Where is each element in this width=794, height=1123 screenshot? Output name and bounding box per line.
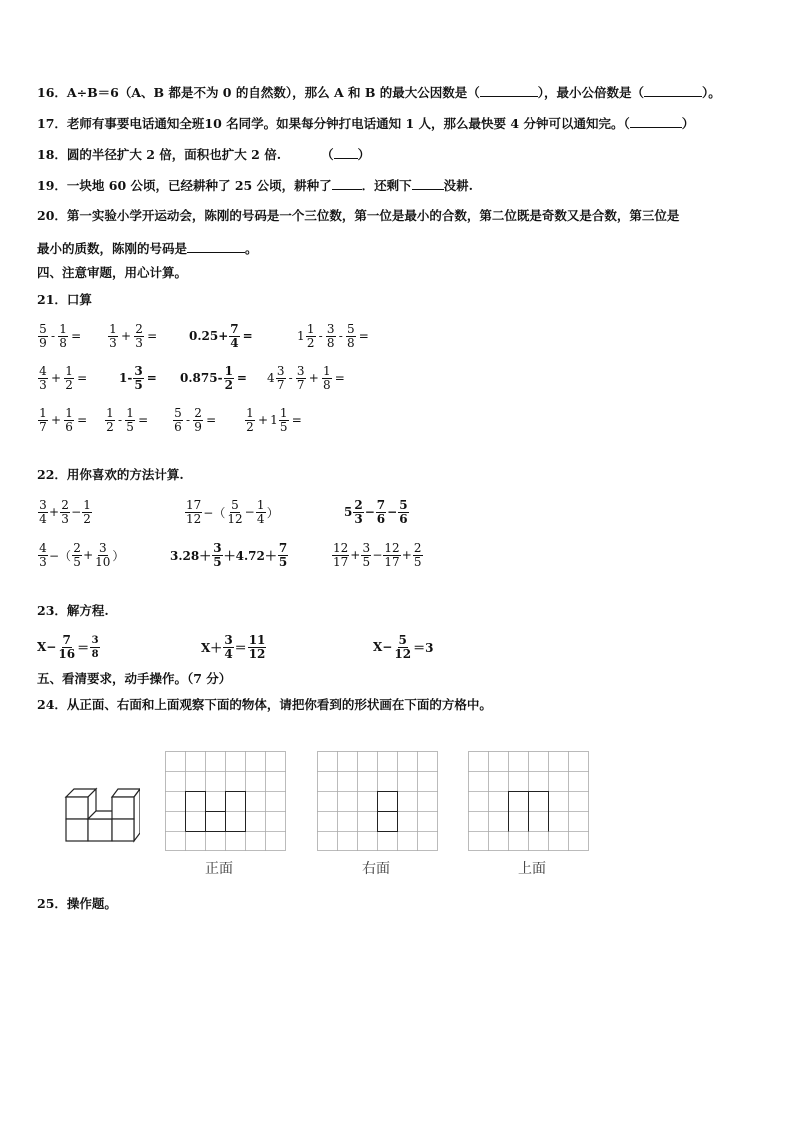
math-token: = [206,413,217,427]
section-5-heading: 五、看清要求，动手操作。（7 分） [37,671,232,686]
fraction-numerator: 1 [322,363,331,378]
fraction-denominator: 2 [306,335,315,350]
fraction-denominator: 2 [224,377,233,392]
fraction-denominator: 2 [106,419,114,434]
fraction-denominator: 5 [413,554,422,569]
question-22-title: 22．用你喜欢的方法计算. [37,467,184,482]
fraction-denominator: 7 [296,377,305,392]
question-20-line1: 20．第一实验小学开运动会，陈刚的号码是一个三位数，第一位是最小的合数，第二位既是奇数又是合数，第三位是 [37,208,680,223]
fraction-numerator: 2 [413,540,422,555]
fraction [276,365,286,392]
fraction-numerator: 3 [326,321,335,336]
answer-blank[interactable] [644,84,702,97]
fraction-numerator: 3 [362,540,371,555]
fraction-denominator: 5 [213,554,222,569]
fraction-numerator: 4 [39,540,47,555]
q21-expr [107,319,159,353]
fraction-numerator: 17 [186,497,202,512]
fraction-numerator: 1 [65,363,73,378]
fraction [353,499,363,526]
fraction [332,542,349,569]
fraction-numerator: 12 [384,540,400,555]
fraction-numerator: 1 [306,321,315,336]
fraction [58,323,68,350]
fraction-numerator: 3 [276,363,285,378]
question-19: 19．一块地 60 公顷，已经耕种了 25 公顷，耕种了 ．还剩下 没耕. [37,178,473,193]
fraction-denominator: 6 [399,511,408,526]
fraction-denominator: 5 [134,377,143,392]
math-token: - [51,329,56,343]
fraction-denominator: 17 [384,554,400,569]
grid-top-view[interactable] [468,751,589,851]
grid-front-view[interactable] [165,751,286,851]
fraction-denominator: 12 [394,646,412,661]
fraction-denominator: 8 [326,335,335,350]
fraction [94,542,111,569]
fraction [38,407,48,434]
question-25-title: 25．操作题。 [37,896,117,911]
math-token: = [138,413,149,427]
fraction-numerator: 5 [174,405,182,420]
fraction [256,499,266,526]
q21-expr [297,319,371,353]
fraction [212,542,222,569]
fraction [224,365,234,392]
grid-label-front: 正面 [205,861,233,877]
fraction-numerator: 2 [61,497,69,512]
fraction-denominator: 9 [39,335,47,350]
math-token: = [77,371,88,385]
fraction-denominator: 2 [83,511,91,526]
fraction-numerator: 1 [224,363,233,378]
q21-expr [244,403,304,437]
fraction-numerator: 5 [231,497,239,512]
fraction-denominator: 5 [73,554,81,569]
fraction [326,323,336,350]
fraction [248,634,267,661]
q21-expr [172,403,218,437]
math-token: + [350,548,361,562]
math-token: + [258,413,269,427]
fraction-denominator: 8 [91,648,99,660]
q21-expr [267,361,347,395]
math-token: + [49,505,60,519]
answer-blank[interactable] [334,146,358,159]
fraction [64,407,74,434]
fraction-denominator: 2 [246,419,254,434]
math-token: + [121,329,132,343]
math-token: − [387,505,398,519]
q22-expr [331,538,424,572]
fraction [133,365,143,392]
math-token: 1 [270,413,278,427]
fraction-denominator: 6 [65,419,73,434]
question-23-title: 23．解方程. [37,603,109,618]
fraction-numerator: 5 [399,497,408,512]
fraction [90,634,100,661]
fraction [193,407,203,434]
math-token: X− [373,640,393,654]
q22-expr [37,538,124,572]
fraction-denominator: 3 [39,554,47,569]
math-token: − [244,505,255,519]
fraction [173,407,183,434]
section-4-heading: 四、注意审题，用心计算。 [37,265,188,280]
math-token: −（ [49,548,72,563]
fraction-denominator: 17 [333,554,349,569]
fraction-numerator: 2 [135,321,143,336]
fraction-denominator: 8 [59,335,67,350]
fraction-numerator: 1 [246,405,254,420]
math-token: - [338,329,343,343]
grid-label-top: 上面 [518,861,546,877]
question-21-title: 21．口算 [37,292,92,307]
math-token: - [288,371,293,385]
answer-blank[interactable] [630,115,682,128]
answer-blank[interactable] [332,177,362,190]
answer-blank[interactable] [480,84,538,97]
fraction-denominator: 12 [227,511,243,526]
math-token: −（ [203,505,226,520]
fraction-numerator: 1 [39,405,47,420]
math-token: - [318,329,323,343]
math-token: 1- [119,371,133,385]
equation-2 [201,630,267,664]
fraction-numerator: 1 [109,321,117,336]
fraction [346,323,356,350]
math-token: ＝ [234,640,247,655]
fraction [278,542,288,569]
q22-expr [184,495,279,529]
fraction-numerator: 3 [39,497,47,512]
answer-blank[interactable] [187,240,245,253]
fraction-denominator: 3 [61,511,69,526]
fraction-denominator: 9 [194,419,202,434]
fraction-numerator: 5 [39,321,47,336]
fraction [245,407,255,434]
fraction [393,634,412,661]
fraction [125,407,135,434]
math-token: ＋4.72＋ [223,548,277,563]
question-16: 16．A÷B＝6（A、B 都是不为 0 的自然数），那么 A 和 B 的最大公因数是（ ），最小公倍数是（ ）。 [37,85,721,100]
fraction-numerator: 1 [279,405,288,420]
cube-object-figure [60,785,140,845]
fraction-denominator: 12 [186,511,202,526]
q22-expr [37,495,93,529]
fraction [64,365,74,392]
q21-expr [37,319,83,353]
math-token: ＝3 [413,640,434,655]
question-20-line2: 最小的质数，陈刚的号码是 。 [37,241,258,256]
fraction-numerator: 7 [376,497,386,512]
fraction [376,499,386,526]
fraction [38,542,48,569]
fraction-numerator: 11 [248,632,266,647]
fraction-numerator: 1 [83,497,91,512]
fraction [306,323,316,350]
grid-label-right: 右面 [362,861,390,877]
math-token: - [186,413,191,427]
fraction-numerator: 5 [398,632,407,647]
fraction [322,365,332,392]
fraction-denominator: 5 [126,419,134,434]
question-18: 18．圆的半径扩大 2 倍，面积也扩大 2 倍. （ ） [37,147,371,162]
fraction-numerator: 1 [65,405,73,420]
fraction-numerator: 3 [134,363,143,378]
math-token: ＝ [77,640,90,655]
fraction [38,323,48,350]
q22-expr [170,538,289,572]
fraction-numerator: 7 [62,632,71,647]
math-token: + [401,548,412,562]
fraction-numerator: 7 [230,321,239,336]
fraction-denominator: 3 [109,335,117,350]
fraction-denominator: 8 [346,335,355,350]
math-token: = [242,329,253,343]
math-token: − [372,548,383,562]
math-token: ） [112,548,125,563]
fraction-denominator: 12 [248,646,266,661]
fraction [38,365,48,392]
fraction [398,499,408,526]
fraction-numerator: 1 [256,497,265,512]
math-token: 4 [267,371,275,385]
fraction-denominator: 3 [39,377,47,392]
fraction-numerator: 3 [91,634,99,646]
math-token: - [118,413,123,427]
fraction [296,365,306,392]
fraction [57,634,76,661]
grid-right-view[interactable] [317,751,438,851]
math-token: − [364,505,375,519]
math-token: = [358,329,369,343]
math-token: X＋ [201,640,223,655]
math-token: 3.28＋ [170,548,212,563]
math-token: + [83,548,94,562]
fraction-numerator: 1 [126,405,134,420]
fraction [223,634,233,661]
math-token: = [77,413,88,427]
fraction-numerator: 3 [213,540,222,555]
fraction-denominator: 5 [362,554,371,569]
math-token: + [51,413,62,427]
fraction [413,542,423,569]
fraction-numerator: 5 [346,321,355,336]
fraction-numerator: 2 [194,405,202,420]
math-token: ） [266,505,279,520]
fraction-denominator: 2 [65,377,73,392]
fraction-denominator: 5 [279,419,288,434]
math-token: = [236,371,247,385]
fraction-numerator: 3 [224,632,233,647]
q21-expr [119,361,159,395]
fraction [60,499,70,526]
fraction-denominator: 7 [39,419,47,434]
math-token: + [51,371,62,385]
math-token: 1 [297,329,305,343]
fraction [279,407,289,434]
equation-3 [373,630,433,664]
fraction-denominator: 16 [58,646,76,661]
math-token: 0.25+ [189,329,229,343]
fraction [105,407,115,434]
fraction [226,499,243,526]
fraction-denominator: 6 [376,511,386,526]
fraction-denominator: 4 [224,646,233,661]
fraction [229,323,239,350]
fraction [134,323,144,350]
fraction-denominator: 3 [135,335,143,350]
q21-expr [189,319,255,353]
math-token: X− [37,640,57,654]
fraction-denominator: 4 [39,511,47,526]
math-token: = [334,371,345,385]
fraction [38,499,48,526]
q21-expr [37,361,89,395]
fraction-denominator: 7 [276,377,285,392]
fraction-numerator: 2 [73,540,81,555]
fraction-denominator: 3 [354,511,363,526]
fraction-denominator: 4 [230,335,239,350]
question-24-title: 24．从正面、右面和上面观察下面的物体，请把你看到的形状画在下面的方格中。 [37,697,492,712]
answer-blank[interactable] [412,177,444,190]
q21-expr [180,361,249,395]
fraction-denominator: 6 [174,419,182,434]
fraction-numerator: 1 [59,321,67,336]
math-token: = [147,329,158,343]
fraction-numerator: 12 [333,540,349,555]
fraction-numerator: 1 [106,405,114,420]
fraction-denominator: 8 [322,377,331,392]
fraction-denominator: 10 [95,554,111,569]
q22-expr [344,495,410,529]
fraction-numerator: 3 [296,363,305,378]
question-17: 17．老师有事要电话通知全班10 名同学。如果每分钟打电话通知 1 人，那么最快要 4 分钟可以通知完。（ ） [37,116,695,131]
fraction-numerator: 7 [278,540,288,555]
equation-1 [37,630,101,664]
fraction-denominator: 5 [278,554,288,569]
fraction [72,542,82,569]
math-token: 0.875- [180,371,223,385]
fraction [108,323,118,350]
math-token: = [146,371,157,385]
fraction [82,499,92,526]
fraction [383,542,400,569]
math-token: − [71,505,82,519]
q21-expr [37,403,89,437]
fraction-numerator: 3 [98,540,107,555]
fraction [361,542,371,569]
math-token: = [291,413,302,427]
fraction-numerator: 4 [39,363,47,378]
math-token: + [308,371,319,385]
q21-expr [104,403,150,437]
fraction-denominator: 4 [256,511,265,526]
math-token: = [71,329,82,343]
fraction [185,499,202,526]
fraction-numerator: 2 [354,497,363,512]
math-token: 5 [344,505,353,519]
